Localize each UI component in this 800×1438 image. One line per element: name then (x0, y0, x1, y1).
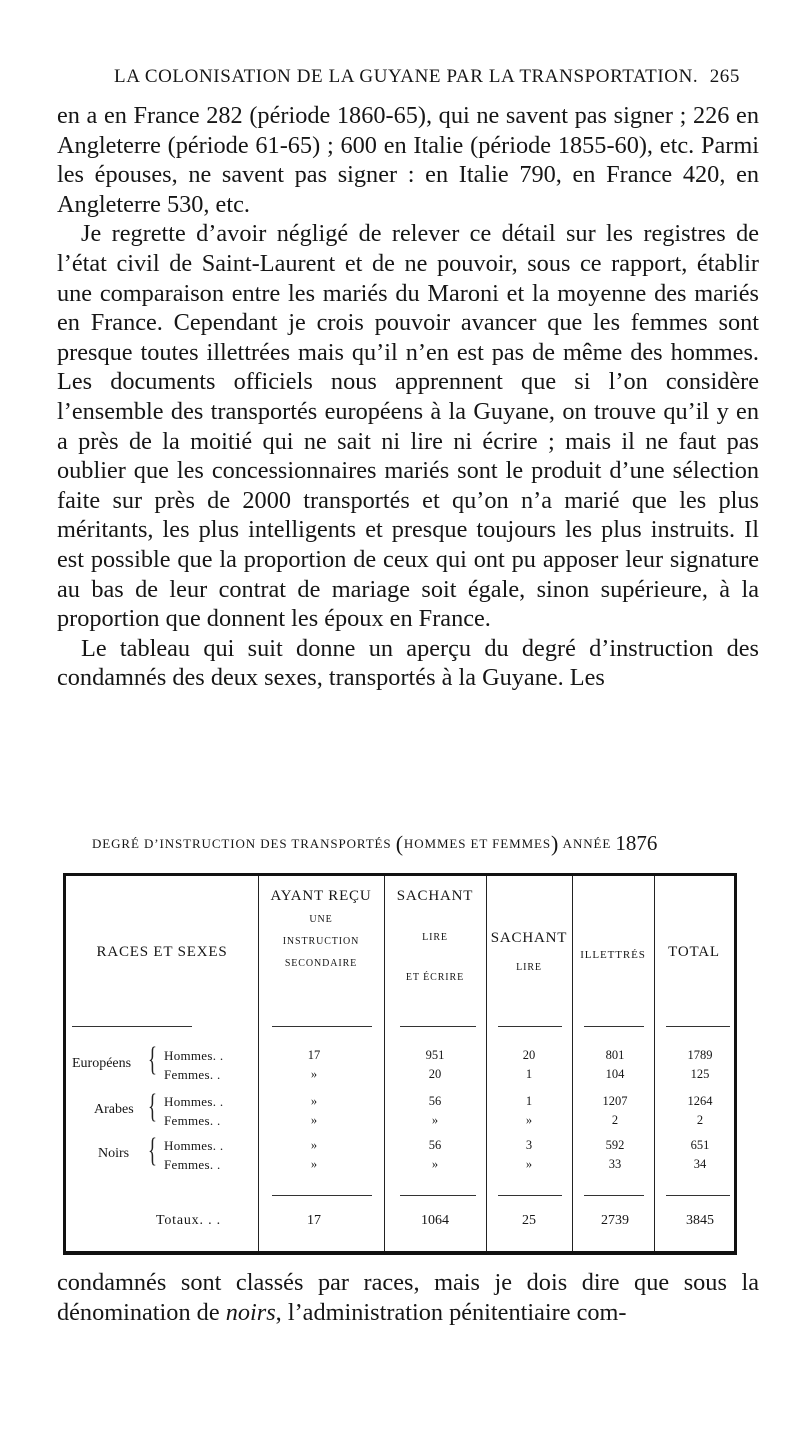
table-cell: 1 (525, 1067, 533, 1081)
body-text-bottom (57, 1268, 759, 1327)
header-line: SACHANT (490, 930, 568, 946)
header-line: SECONDAIRE (284, 958, 358, 969)
sex-label: Hommes. . (164, 1094, 224, 1109)
table-cell: 1789 (687, 1048, 713, 1062)
table-cell: 104 (605, 1067, 625, 1081)
sex-label: Hommes. . (164, 1138, 224, 1153)
header-lire-ecrire (384, 888, 486, 985)
table-cell: » (310, 1113, 318, 1127)
totals-rule (666, 1195, 730, 1196)
paragraph: en a en France 282 (période 1860-65), qui ne savent pas signer ; 226 en Angleterre (période 61-65) ; 600 en Italie (période 1855-60), etc. Parmi les épouses, ne savent pas signer : en Italie 790, en France 420, en Angleterre 530, etc. (57, 102, 759, 218)
header-line: UNE (309, 914, 333, 925)
header-line: ET ÉCRIRE (405, 972, 465, 983)
table-cell: 20 (522, 1048, 536, 1062)
header-line: INSTRUCTION (282, 936, 360, 947)
table-cell: » (310, 1157, 318, 1171)
total-cell: 3845 (686, 1213, 714, 1228)
column-divider (572, 876, 573, 1251)
sex-label: Femmes. . (164, 1157, 221, 1172)
running-head-title: LA COLONISATION DE LA GUYANE PAR LA TRANSPORTATION. (114, 66, 699, 87)
table-cell: » (310, 1138, 318, 1152)
header-rule (72, 1026, 192, 1027)
header-total: TOTAL (668, 944, 720, 960)
paragraph: Le tableau qui suit donne un aperçu du degré d’instruction des condamnés des deux sexes, transportés à la Guyane. Les (57, 634, 759, 692)
table-cell: 34 (693, 1157, 707, 1171)
race-label: Européens (72, 1056, 132, 1071)
header-rule (584, 1026, 644, 1027)
column-divider (654, 876, 655, 1251)
table-cell: 1264 (687, 1094, 713, 1108)
table-cell: 1207 (602, 1094, 628, 1108)
header-rule (272, 1026, 372, 1027)
caption-year: 1876 (615, 831, 658, 855)
header-illettres: ILLETTRÉS (580, 949, 646, 961)
race-label: Noirs (98, 1146, 130, 1161)
totals-rule (498, 1195, 562, 1196)
brace: { (148, 1132, 157, 1169)
table-cell: » (310, 1094, 318, 1108)
header-secondaire (258, 888, 384, 971)
table-cell: 2 (611, 1113, 619, 1127)
instruction-table (63, 873, 737, 1255)
paragraph-text: , l’administration pénitentiaire com- (275, 1298, 627, 1326)
header-races: RACES ET SEXES (96, 944, 228, 960)
paragraph-italic: noirs (225, 1298, 276, 1326)
table-cell: » (310, 1067, 318, 1081)
brace: { (148, 1088, 157, 1125)
table-cell: 17 (307, 1048, 321, 1062)
page-number: 265 (709, 66, 740, 87)
table-cell: » (431, 1113, 439, 1127)
table-cell: 125 (690, 1067, 710, 1081)
header-line: LIRE (422, 932, 448, 943)
table-cell: 801 (605, 1048, 625, 1062)
sex-label: Femmes. . (164, 1067, 221, 1082)
table-cell: 56 (428, 1138, 442, 1152)
table-cell: 951 (425, 1048, 445, 1062)
table-cell: 33 (608, 1157, 622, 1171)
table-caption (92, 831, 762, 857)
table-cell: » (525, 1113, 533, 1127)
running-head (114, 66, 740, 92)
race-label: Arabes (94, 1102, 134, 1117)
caption-paren-close: ) (551, 831, 560, 856)
total-cell: 1064 (421, 1213, 449, 1228)
paragraph: Je regrette d’avoir négligé de relever ce détail sur les registres de l’état civil de Saint-Laurent et de ne pouvoir, sous ce rapport, établir une comparaison entre les mariés du Maroni et la moyenne des mariés en France. Cependant je crois pouvoir avancer que les femmes sont presque toutes illettrées mais qu’il n’en est pas de même des hommes. Les documents officiels nous apprennent que si l’on considère l’ensemble des transportés européens à la Guyane, on trouve qu’il y en a près de la moitié qui ne sait ni lire ni écrire ; mais il ne faut pas oublier que les concessionnaires mariés sont le produit d’une sélection faite sur près de 2000 transportés et qu’on n’a marié que les plus méritants, les plus intelligents et presque toujours les plus instruits. Il est possible que la proportion de ceux qui ont pu apposer leur signature au bas de leur contrat de mariage soit égale, sinon supérieure, à la proportion que donnent les époux en France. (57, 220, 759, 633)
header-lire (486, 930, 572, 975)
header-rule (498, 1026, 562, 1027)
totals-rule (584, 1195, 644, 1196)
total-cell: 2739 (601, 1213, 629, 1228)
table-cell: » (431, 1157, 439, 1171)
caption-text: DEGRÉ D’INSTRUCTION DES TRANSPORTÉS (92, 836, 392, 851)
caption-paren-open: ( (395, 831, 404, 856)
sex-label: Femmes. . (164, 1113, 221, 1128)
caption-paren-text: HOMMES ET FEMMES (403, 836, 551, 851)
header-line: AYANT REÇU (270, 888, 372, 904)
paragraph (57, 1268, 759, 1327)
totals-label: Totaux. . . (156, 1213, 221, 1228)
header-rule (400, 1026, 476, 1027)
table-cell: 2 (696, 1113, 704, 1127)
sex-label: Hommes. . (164, 1048, 224, 1063)
brace: { (148, 1041, 157, 1078)
header-rule (666, 1026, 730, 1027)
header-line: SACHANT (396, 888, 474, 904)
totals-rule (400, 1195, 476, 1196)
table-cell: 1 (525, 1094, 533, 1108)
header-line: LIRE (516, 962, 542, 973)
totals-rule (272, 1195, 372, 1196)
table-cell: 592 (605, 1138, 625, 1152)
table-cell: 651 (690, 1138, 710, 1152)
paragraph-text: condamnés sont classés par races, mais je dois dire que sous la dénomination de (57, 1269, 759, 1326)
table-cell: 56 (428, 1094, 442, 1108)
total-cell: 25 (522, 1213, 536, 1228)
body-text-top (57, 101, 759, 693)
table-cell: » (525, 1157, 533, 1171)
table-cell: 3 (525, 1138, 533, 1152)
caption-annee: ANNÉE (562, 836, 612, 851)
table-cell: 20 (428, 1067, 442, 1081)
total-cell: 17 (307, 1213, 321, 1228)
